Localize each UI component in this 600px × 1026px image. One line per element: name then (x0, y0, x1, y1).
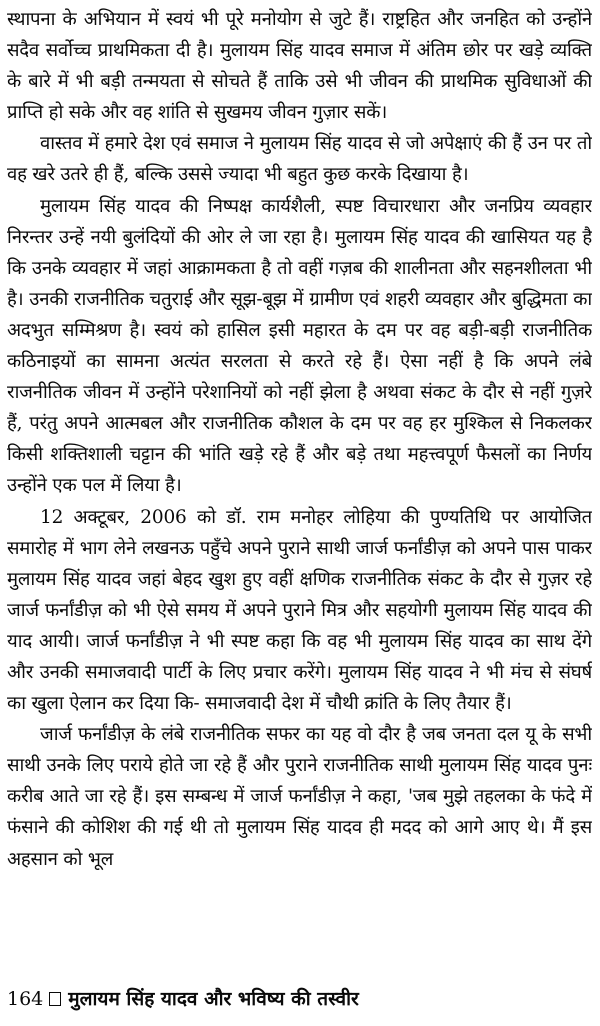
paragraph-4: 12 अक्टूबर, 2006 को डॉ. राम मनोहर लोहिया की पुण्यतिथि पर आयोजित समारोह में भाग लेने लखनऊ पहुँचे अपने पुराने साथी जार्ज फर्नांडीज़ को अपने पास पाकर मुलायम सिंह यादव जहां बेहद खुश हुए वहीं क्षणिक राजनीतिक संकट के दौर से गुज़र रहे जार्ज फर्नांडीज़ को भी ऐसे समय में अपने पुराने मित्र और सहयोगी मुलायम सिंह यादव की याद आयी। जार्ज फर्नांडीज़ ने भी स्पष्ट कहा कि वह भी मुलायम सिंह यादव का साथ देंगे और उनकी समाजवादी पार्टी के लिए प्रचार करेंगे। मुलायम सिंह यादव ने भी मंच से संघर्ष का खुला ऐलान कर दिया कि- समाजवादी देश में चौथी क्रांति के लिए तैयार हैं। (7, 506, 592, 715)
page-number: 164 (7, 988, 44, 1010)
square-box-icon (49, 992, 61, 1006)
paragraph-5: जार्ज फर्नांडीज़ के लंबे राजनीतिक सफर का यह वो दौर है जब जनता दल यू के सभी साथी उनके लिए पराये होते जा रहे हैं और पुराने राजनीतिक साथी मुलायम सिंह यादव पुनः करीब आते जा रहे हैं। इस सम्बन्ध में जार्ज फर्नांडीज़ ने कहा, 'जब मुझे तहलका के फंदे में फंसाने की कोशिश की गई थी तो मुलायम सिंह यादव ही मदद को आगे आए थे। मैं इस अहसान को भूल (7, 724, 592, 870)
paragraph-3: मुलायम सिंह यादव की निष्पक्ष कार्यशैली, स्पष्ट विचारधारा और जनप्रिय व्यवहार निरन्तर उन्हें नयी बुलंदियों की ओर ले जा रहा है। मुलायम सिंह यादव की खासियत यह है कि उनके व्यवहार में जहां आक्रामकता है तो वहीं गज़ब की शालीनता और सहनशीलता भी है। उनकी राजनीतिक चतुराई और सूझ-बूझ में ग्रामीण एवं शहरी व्यवहार और बुद्धिमता का अदभुत सम्मिश्रण है। स्वयं को हासिल इसी महारत के दम पर वह बड़ी-बड़ी राजनीतिक कठिनाइयों का सामना अत्यंत सरलता से करते रहे हैं। ऐसा नहीं है कि अपने लंबे राजनीतिक जीवन में उन्होंने परेशानियों को नहीं झेला है अथवा संकट के दौर से नहीं गुज़रे हैं, परंतु अपने आत्मबल और राजनीतिक कौशल के दम पर वह हर मुश्किल से निकलकर किसी शक्तिशाली चट्टान की भांति खड़े रहे हैं और बड़े तथा महत्त्वपूर्ण फैसलों का निर्णय उन्होंने एक पल में लिया है। (7, 195, 592, 497)
page-footer (7, 984, 592, 1014)
paragraph-1: स्थापना के अभियान में स्वयं भी पूरे मनोयोग से जुटे हैं। राष्ट्रहित और जनहित को उन्होंने सदैव सर्वोच्च प्राथमिकता दी है। मुलायम सिंह यादव समाज में अंतिम छोर पर खड़े व्यक्ति के बारे में भी बड़ी तन्मयता से सोचते हैं ताकि उसे भी जीवन की प्राथमिक सुविधाओं की प्राप्ति हो सके और वह शांति से सुखमय जीवन गुज़ार सकें। (7, 9, 592, 124)
running-footer-title: मुलायम सिंह यादव और भविष्य की तस्वीर (68, 988, 359, 1010)
body-text (7, 4, 592, 976)
paragraph-2: वास्तव में हमारे देश एवं समाज ने मुलायम सिंह यादव से जो अपेक्षाएं की हैं उन पर तो वह खरे उतरे ही हैं, बल्कि उससे ज्यादा भी बहुत कुछ करके दिखाया है। (7, 133, 592, 186)
